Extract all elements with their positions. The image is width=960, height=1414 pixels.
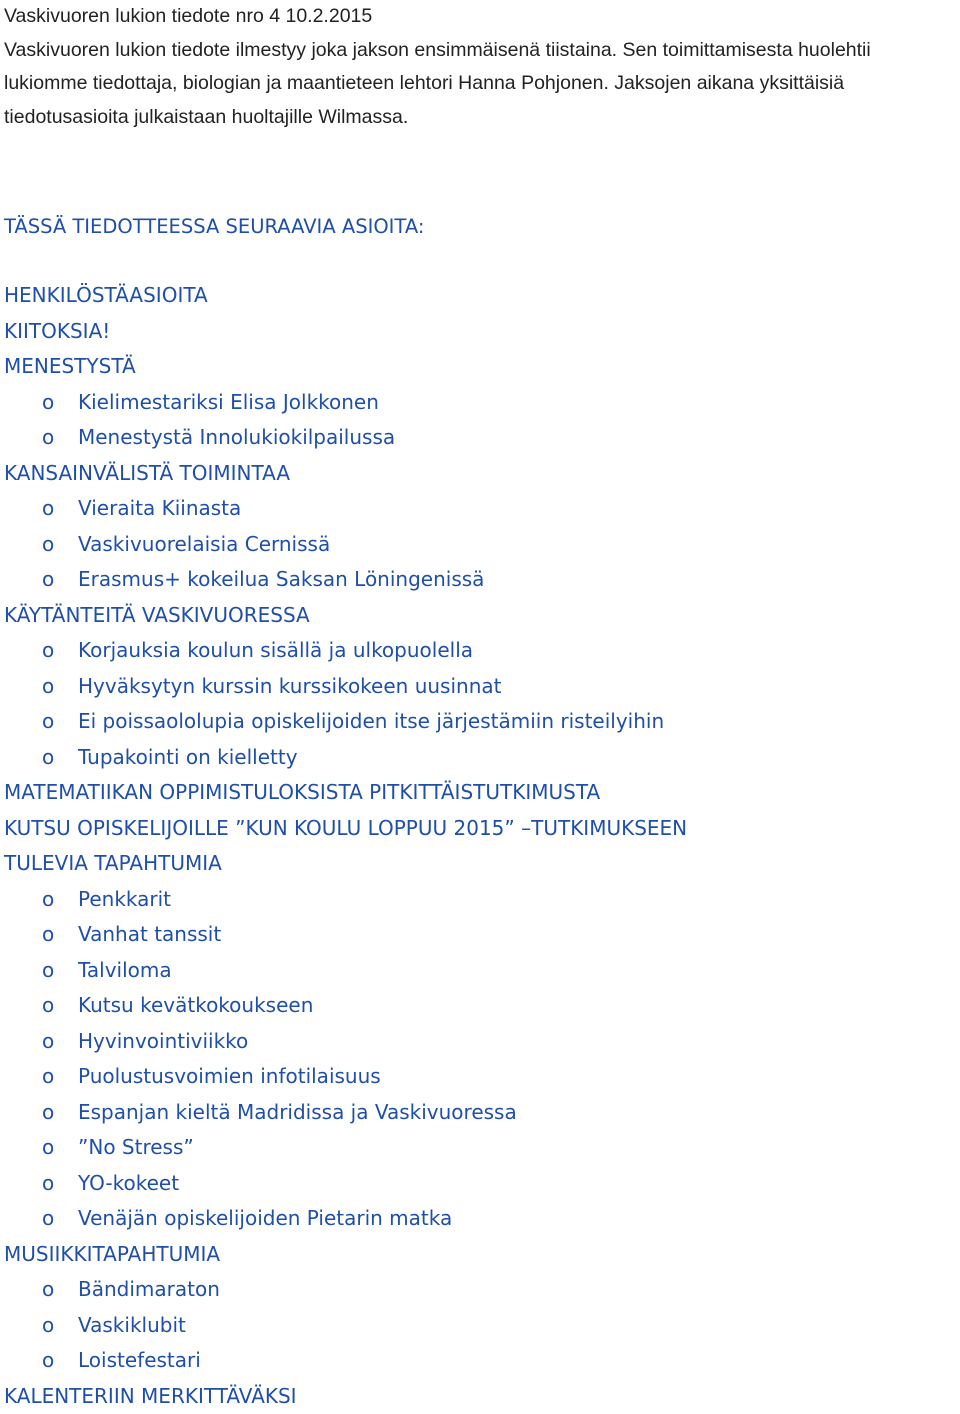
toc-item-text: YO-kokeet (78, 1166, 179, 1202)
toc-item (4, 669, 954, 705)
toc-item (4, 740, 954, 776)
contents-heading: TÄSSÄ TIEDOTTEESSA SEURAAVIA ASIOITA: (4, 209, 954, 245)
bullet: o (42, 1201, 54, 1237)
toc-item-text: Bändimaraton (78, 1272, 220, 1308)
bullet: o (42, 385, 54, 421)
toc-item (4, 1308, 954, 1344)
toc-section: KALENTERIIN MERKITTÄVÄKSI (4, 1379, 954, 1414)
bullet: o (42, 1166, 54, 1202)
toc-item (4, 953, 954, 989)
bullet: o (42, 669, 54, 705)
toc-item-text: Penkkarit (78, 882, 171, 918)
toc-item (4, 1343, 954, 1379)
toc-item (4, 1095, 954, 1131)
toc-section: KIITOKSIA! (4, 314, 954, 350)
toc-item (4, 420, 954, 456)
bullet: o (42, 704, 54, 740)
toc-item-text: Erasmus+ kokeilua Saksan Löningenissä (78, 562, 484, 598)
newsletter-title-line: Vaskivuoren lukion tiedote nro 4 10.2.2015 (4, 0, 954, 34)
bullet: o (42, 491, 54, 527)
toc-section: MENESTYSTÄ (4, 349, 954, 385)
bullet: o (42, 1308, 54, 1344)
bullet: o (42, 1095, 54, 1131)
toc-item-text: Vanhat tanssit (78, 917, 221, 953)
toc-section: MUSIIKKITAPAHTUMIA (4, 1237, 954, 1273)
intro-line: lukiomme tiedottaja, biologian ja maantieteen lehtori Hanna Pohjonen. Jaksojen aikana yksittäisiä (4, 67, 954, 101)
toc-item (4, 562, 954, 598)
toc-item-text: Vaskiklubit (78, 1308, 186, 1344)
toc-item (4, 1130, 954, 1166)
bullet: o (42, 420, 54, 456)
toc-item (4, 704, 954, 740)
bullet: o (42, 633, 54, 669)
intro-line: Vaskivuoren lukion tiedote ilmestyy joka jakson ensimmäisenä tiistaina. Sen toimittamisesta huolehtii (4, 34, 954, 68)
toc-item-text: Vieraita Kiinasta (78, 491, 241, 527)
toc-item (4, 527, 954, 563)
toc-item-text: ”No Stress” (78, 1130, 194, 1166)
toc-item (4, 385, 954, 421)
toc-item (4, 1201, 954, 1237)
toc-item-text: Loistefestari (78, 1343, 201, 1379)
toc-item (4, 882, 954, 918)
toc-section: TULEVIA TAPAHTUMIA (4, 846, 954, 882)
intro-line: tiedotusasioita julkaistaan huoltajille Wilmassa. (4, 101, 954, 135)
toc-item (4, 1024, 954, 1060)
toc-item (4, 633, 954, 669)
toc-item-text: Menestystä Innolukiokilpailussa (78, 420, 395, 456)
toc-item-text: Hyvinvointiviikko (78, 1024, 248, 1060)
table-of-contents (4, 278, 954, 1414)
bullet: o (42, 1059, 54, 1095)
toc-item (4, 1272, 954, 1308)
bullet: o (42, 562, 54, 598)
toc-item-text: Puolustusvoimien infotilaisuus (78, 1059, 381, 1095)
toc-item-text: Ei poissaololupia opiskelijoiden itse järjestämiin risteilyihin (78, 704, 664, 740)
bullet: o (42, 527, 54, 563)
toc-item-text: Korjauksia koulun sisällä ja ulkopuolella (78, 633, 473, 669)
toc-section: KANSAINVÄLISTÄ TOIMINTAA (4, 456, 954, 492)
toc-item-text: Vaskivuorelaisia Cernissä (78, 527, 330, 563)
bullet: o (42, 882, 54, 918)
bullet: o (42, 1343, 54, 1379)
bullet: o (42, 1272, 54, 1308)
toc-item-text: Venäjän opiskelijoiden Pietarin matka (78, 1201, 452, 1237)
bullet: o (42, 1130, 54, 1166)
toc-section: HENKILÖSTÄASIOITA (4, 278, 954, 314)
toc-section: MATEMATIIKAN OPPIMISTULOKSISTA PITKITTÄISTUTKIMUSTA (4, 775, 954, 811)
intro-paragraph (4, 0, 954, 134)
toc-section: KÄYTÄNTEITÄ VASKIVUORESSA (4, 598, 954, 634)
toc-section: KUTSU OPISKELIJOILLE ”KUN KOULU LOPPUU 2015” –TUTKIMUKSEEN (4, 811, 954, 847)
toc-item (4, 1166, 954, 1202)
toc-item-text: Hyväksytyn kurssin kurssikokeen uusinnat (78, 669, 501, 705)
toc-item (4, 1059, 954, 1095)
toc-item-text: Tupakointi on kielletty (78, 740, 298, 776)
toc-item (4, 988, 954, 1024)
bullet: o (42, 1024, 54, 1060)
toc-item (4, 917, 954, 953)
toc-item-text: Kutsu kevätkokoukseen (78, 988, 313, 1024)
bullet: o (42, 740, 54, 776)
toc-item-text: Talviloma (78, 953, 172, 989)
toc-item (4, 491, 954, 527)
toc-item-text: Kielimestariksi Elisa Jolkkonen (78, 385, 379, 421)
toc-item-text: Espanjan kieltä Madridissa ja Vaskivuoressa (78, 1095, 517, 1131)
bullet: o (42, 988, 54, 1024)
bullet: o (42, 917, 54, 953)
bullet: o (42, 953, 54, 989)
newsletter-page (4, 0, 954, 1414)
